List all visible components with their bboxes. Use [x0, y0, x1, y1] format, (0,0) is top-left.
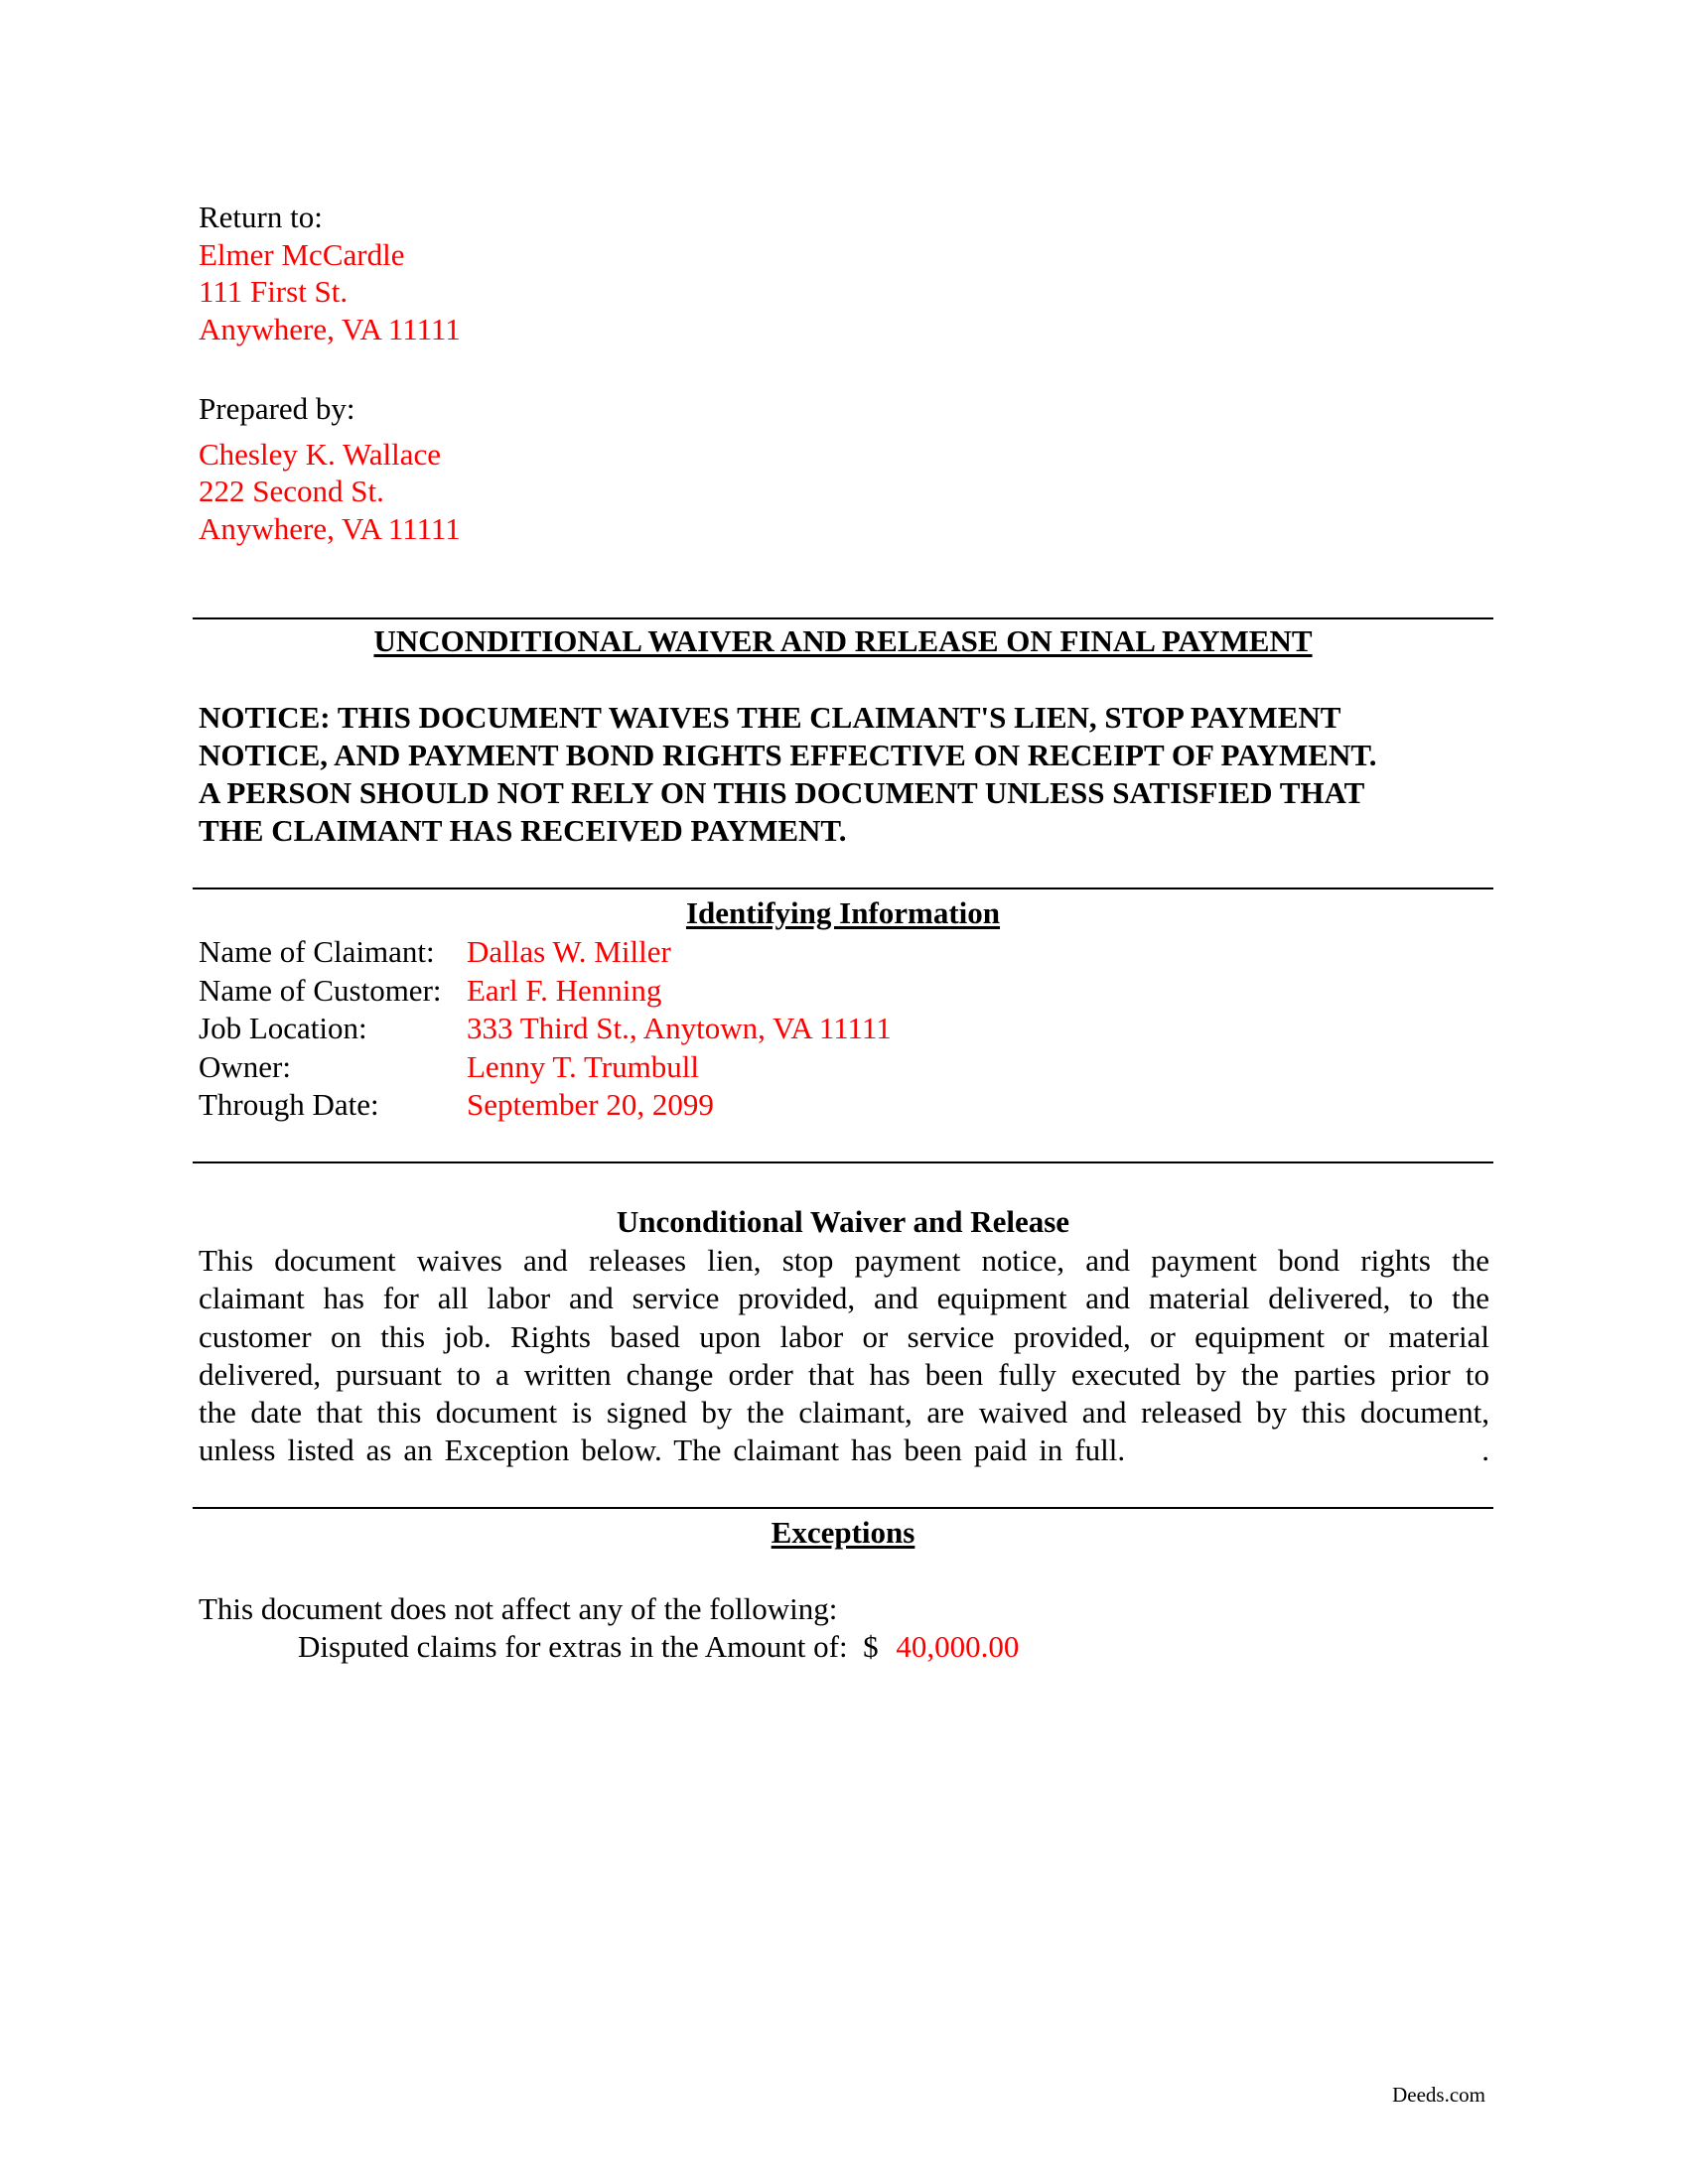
return-to-street: 111 First St.: [199, 274, 349, 309]
info-row-job-location: [199, 1010, 892, 1048]
divider-identifying-top: [193, 887, 1493, 889]
claimant-name-value: Dallas W. Miller: [467, 934, 671, 969]
info-label: Owner:: [199, 1048, 291, 1084]
exceptions-intro: This document does not affect any of the following:: [199, 1591, 838, 1626]
owner-value: Lenny T. Trumbull: [467, 1048, 699, 1084]
waiver-line: the date that this document is signed by the claimant, are waived and released by this document,: [199, 1395, 1489, 1431]
through-date-value: September 20, 2099: [467, 1087, 714, 1122]
waiver-line: claimant has for all labor and service provided, and equipment and material delivered, to the: [199, 1281, 1489, 1316]
info-row-customer: [199, 972, 892, 1011]
notice-line: NOTICE: THIS DOCUMENT WAIVES THE CLAIMANT'S LIEN, STOP PAYMENT: [199, 700, 1341, 735]
notice-line: NOTICE, AND PAYMENT BOND RIGHTS EFFECTIVE ON RECEIPT OF PAYMENT.: [199, 738, 1377, 772]
prepared-by-label: Prepared by:: [199, 391, 355, 426]
waiver-line: customer on this job. Rights based upon labor or service provided, or equipment or material: [199, 1318, 1489, 1354]
info-label: Name of Claimant:: [199, 934, 435, 969]
identifying-information-heading: [193, 894, 1493, 932]
waiver-line: unless listed as an Exception below. The claimant has been paid in full. .: [199, 1433, 1489, 1468]
customer-name-value: Earl F. Henning: [467, 972, 662, 1008]
prepared-by-block: [199, 390, 1489, 547]
waiver-heading: Unconditional Waiver and Release: [616, 1204, 1070, 1239]
exceptions-heading-text: Exceptions: [771, 1515, 915, 1550]
identifying-information-table: [199, 933, 892, 1125]
identifying-information-heading-text: Identifying Information: [685, 895, 1001, 930]
return-to-label: Return to:: [199, 200, 323, 234]
prepared-by-street: 222 Second St.: [199, 474, 384, 508]
prepared-by-city: Anywhere, VA 11111: [199, 510, 461, 546]
document-title: UNCONDITIONAL WAIVER AND RELEASE ON FINAL PAYMENT: [373, 623, 1313, 658]
job-location-value: 333 Third St., Anytown, VA 11111: [467, 1011, 892, 1045]
return-to-block: [199, 199, 1489, 347]
info-label: Through Date:: [199, 1087, 379, 1122]
info-row-through-date: [199, 1086, 892, 1125]
notice-block: [199, 699, 1489, 850]
disputed-claims-label: Disputed claims for extras in the Amount of: $: [298, 1629, 879, 1664]
divider-title-top: [193, 617, 1493, 619]
prepared-by-name: Chesley K. Wallace: [199, 436, 441, 472]
info-label: Name of Customer:: [199, 972, 442, 1008]
info-row-claimant: [199, 933, 892, 972]
waiver-line: This document waives and releases lien, stop payment notice, and payment bond rights the: [199, 1243, 1489, 1278]
footer-brand: Deeds.com: [1392, 2083, 1485, 2107]
waiver-paragraph: [199, 1242, 1489, 1470]
divider-exceptions-top: [193, 1507, 1493, 1509]
notice-line: THE CLAIMANT HAS RECEIVED PAYMENT.: [199, 813, 847, 848]
return-to-city: Anywhere, VA 11111: [199, 311, 461, 346]
disputed-claims-amount: 40,000.00: [896, 1629, 1020, 1664]
info-row-owner: [199, 1048, 892, 1087]
exceptions-heading: [193, 1514, 1493, 1552]
exceptions-item: [298, 1628, 1019, 1666]
notice-line: A PERSON SHOULD NOT RELY ON THIS DOCUMENT UNLESS SATISFIED THAT: [199, 775, 1365, 810]
divider-waiver-top: [193, 1161, 1493, 1163]
info-label: Job Location:: [199, 1011, 367, 1045]
waiver-line: delivered, pursuant to a written change order that has been fully executed by the parties prior to: [199, 1356, 1489, 1392]
return-to-name: Elmer McCardle: [199, 236, 405, 272]
